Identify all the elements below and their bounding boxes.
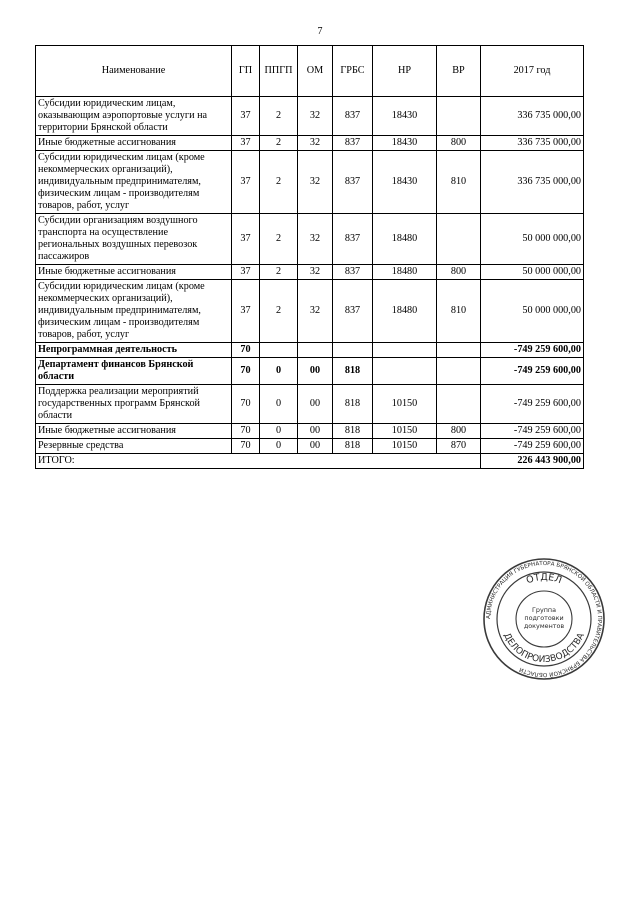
page-number: 7 (317, 26, 323, 37)
cell-gp: 37 (232, 97, 260, 136)
stamp-dept-bottom: ДЕЛОПРОИЗВОДСТВА (501, 631, 587, 666)
cell-name: Непрограммная деятельность (36, 343, 232, 358)
cell-nr: 18480 (373, 280, 437, 343)
cell-gp: 37 (232, 214, 260, 265)
cell-amount: 336 735 000,00 (481, 151, 584, 214)
cell-nr (373, 343, 437, 358)
cell-grbs: 837 (333, 214, 373, 265)
table-row (36, 439, 584, 454)
cell-ppgp (260, 343, 298, 358)
cell-om: 32 (298, 151, 333, 214)
table-header-row (36, 46, 584, 97)
cell-amount: -749 259 600,00 (481, 424, 584, 439)
cell-vr: 800 (437, 136, 481, 151)
cell-nr (373, 358, 437, 385)
cell-ppgp: 2 (260, 280, 298, 343)
cell-gp: 70 (232, 424, 260, 439)
cell-amount: 50 000 000,00 (481, 265, 584, 280)
cell-om (298, 343, 333, 358)
cell-vr (437, 358, 481, 385)
cell-vr: 810 (437, 280, 481, 343)
department-stamp (482, 557, 606, 681)
cell-om: 00 (298, 424, 333, 439)
cell-ppgp: 2 (260, 97, 298, 136)
cell-om: 00 (298, 358, 333, 385)
cell-om: 32 (298, 265, 333, 280)
cell-grbs: 837 (333, 136, 373, 151)
cell-amount: -749 259 600,00 (481, 439, 584, 454)
cell-nr: 10150 (373, 424, 437, 439)
cell-gp: 70 (232, 358, 260, 385)
cell-nr: 18430 (373, 151, 437, 214)
budget-table (35, 45, 584, 469)
cell-grbs: 818 (333, 439, 373, 454)
total-label: ИТОГО: (36, 454, 481, 469)
svg-text:ОТДЕЛ (525, 572, 563, 586)
table-row (36, 97, 584, 136)
cell-grbs: 837 (333, 265, 373, 280)
table-row (36, 265, 584, 280)
cell-name: Иные бюджетные ассигнования (36, 424, 232, 439)
cell-ppgp: 2 (260, 136, 298, 151)
cell-om: 32 (298, 280, 333, 343)
cell-amount: -749 259 600,00 (481, 343, 584, 358)
table-row (36, 358, 584, 385)
stamp-center-line-3: документов (523, 622, 565, 630)
table-row (36, 343, 584, 358)
cell-vr (437, 343, 481, 358)
cell-vr: 810 (437, 151, 481, 214)
cell-name: Субсидии юридическим лицам, оказывающим аэропортовые услуги на территории Брянской области (36, 97, 232, 136)
cell-vr (437, 385, 481, 424)
cell-gp: 37 (232, 280, 260, 343)
table-row (36, 385, 584, 424)
cell-gp: 37 (232, 136, 260, 151)
cell-gp: 70 (232, 343, 260, 358)
cell-om: 32 (298, 97, 333, 136)
table-row (36, 214, 584, 265)
cell-ppgp: 0 (260, 358, 298, 385)
cell-nr: 18430 (373, 136, 437, 151)
cell-grbs: 818 (333, 385, 373, 424)
cell-vr: 800 (437, 265, 481, 280)
cell-amount: 50 000 000,00 (481, 280, 584, 343)
cell-name: Иные бюджетные ассигнования (36, 136, 232, 151)
stamp-outer-text: АДМИНИСТРАЦИЯ ГУБЕРНАТОРА БРЯНСКОЙ ОБЛАСТИ И ПРАВИТЕЛЬСТВА БРЯНСКОЙ ОБЛАСТИ (485, 560, 603, 678)
cell-vr: 800 (437, 424, 481, 439)
cell-nr: 18480 (373, 214, 437, 265)
cell-grbs: 837 (333, 280, 373, 343)
total-row (36, 454, 584, 469)
header-name: Наименование (36, 46, 232, 97)
cell-om: 32 (298, 214, 333, 265)
cell-vr: 870 (437, 439, 481, 454)
table-row (36, 280, 584, 343)
cell-grbs: 837 (333, 97, 373, 136)
cell-gp: 70 (232, 385, 260, 424)
cell-grbs (333, 343, 373, 358)
cell-grbs: 837 (333, 151, 373, 214)
cell-name: Резервные средства (36, 439, 232, 454)
header-gp: ГП (232, 46, 260, 97)
cell-nr: 10150 (373, 385, 437, 424)
cell-ppgp: 2 (260, 265, 298, 280)
header-grbs: ГРБС (333, 46, 373, 97)
cell-om: 32 (298, 136, 333, 151)
cell-nr: 18480 (373, 265, 437, 280)
header-ppgp: ППГП (260, 46, 298, 97)
stamp-center-line-1: Группа (531, 606, 557, 614)
table-row (36, 424, 584, 439)
cell-vr (437, 97, 481, 136)
header-vr: ВР (437, 46, 481, 97)
cell-om: 00 (298, 385, 333, 424)
header-om: ОМ (298, 46, 333, 97)
cell-nr: 18430 (373, 97, 437, 136)
header-year: 2017 год (481, 46, 584, 97)
cell-vr (437, 214, 481, 265)
total-amount: 226 443 900,00 (481, 454, 584, 469)
cell-amount: 50 000 000,00 (481, 214, 584, 265)
cell-nr: 10150 (373, 439, 437, 454)
cell-ppgp: 0 (260, 439, 298, 454)
table-row (36, 151, 584, 214)
stamp-dept-top: ОТДЕЛ (524, 571, 564, 587)
cell-name: Субсидии организациям воздушного транспорта на осуществление региональных воздушных перевозок пассажиров (36, 214, 232, 265)
cell-amount: 336 735 000,00 (481, 97, 584, 136)
svg-text:ДЕЛОПРОИЗВОДСТВА (501, 631, 587, 665)
stamp-center-line-2: подготовки (524, 614, 564, 622)
cell-amount: -749 259 600,00 (481, 385, 584, 424)
cell-om: 00 (298, 439, 333, 454)
cell-name: Субсидии юридическим лицам (кроме некоммерческих организаций), индивидуальным предпринимателям, физическим лицам - производителям товаров, работ, услуг (36, 151, 232, 214)
cell-gp: 37 (232, 151, 260, 214)
cell-gp: 70 (232, 439, 260, 454)
cell-ppgp: 0 (260, 424, 298, 439)
cell-gp: 37 (232, 265, 260, 280)
cell-name: Иные бюджетные ассигнования (36, 265, 232, 280)
cell-grbs: 818 (333, 424, 373, 439)
header-nr: НР (373, 46, 437, 97)
cell-ppgp: 2 (260, 151, 298, 214)
cell-grbs: 818 (333, 358, 373, 385)
cell-name: Поддержка реализации мероприятий государственных программ Брянской области (36, 385, 232, 424)
table-row (36, 136, 584, 151)
cell-name: Субсидии юридическим лицам (кроме некоммерческих организаций), индивидуальным предпринимателям, физическим лицам - производителям товаров, работ, услуг (36, 280, 232, 343)
cell-ppgp: 2 (260, 214, 298, 265)
cell-amount: -749 259 600,00 (481, 358, 584, 385)
cell-amount: 336 735 000,00 (481, 136, 584, 151)
cell-name: Департамент финансов Брянской области (36, 358, 232, 385)
cell-ppgp: 0 (260, 385, 298, 424)
